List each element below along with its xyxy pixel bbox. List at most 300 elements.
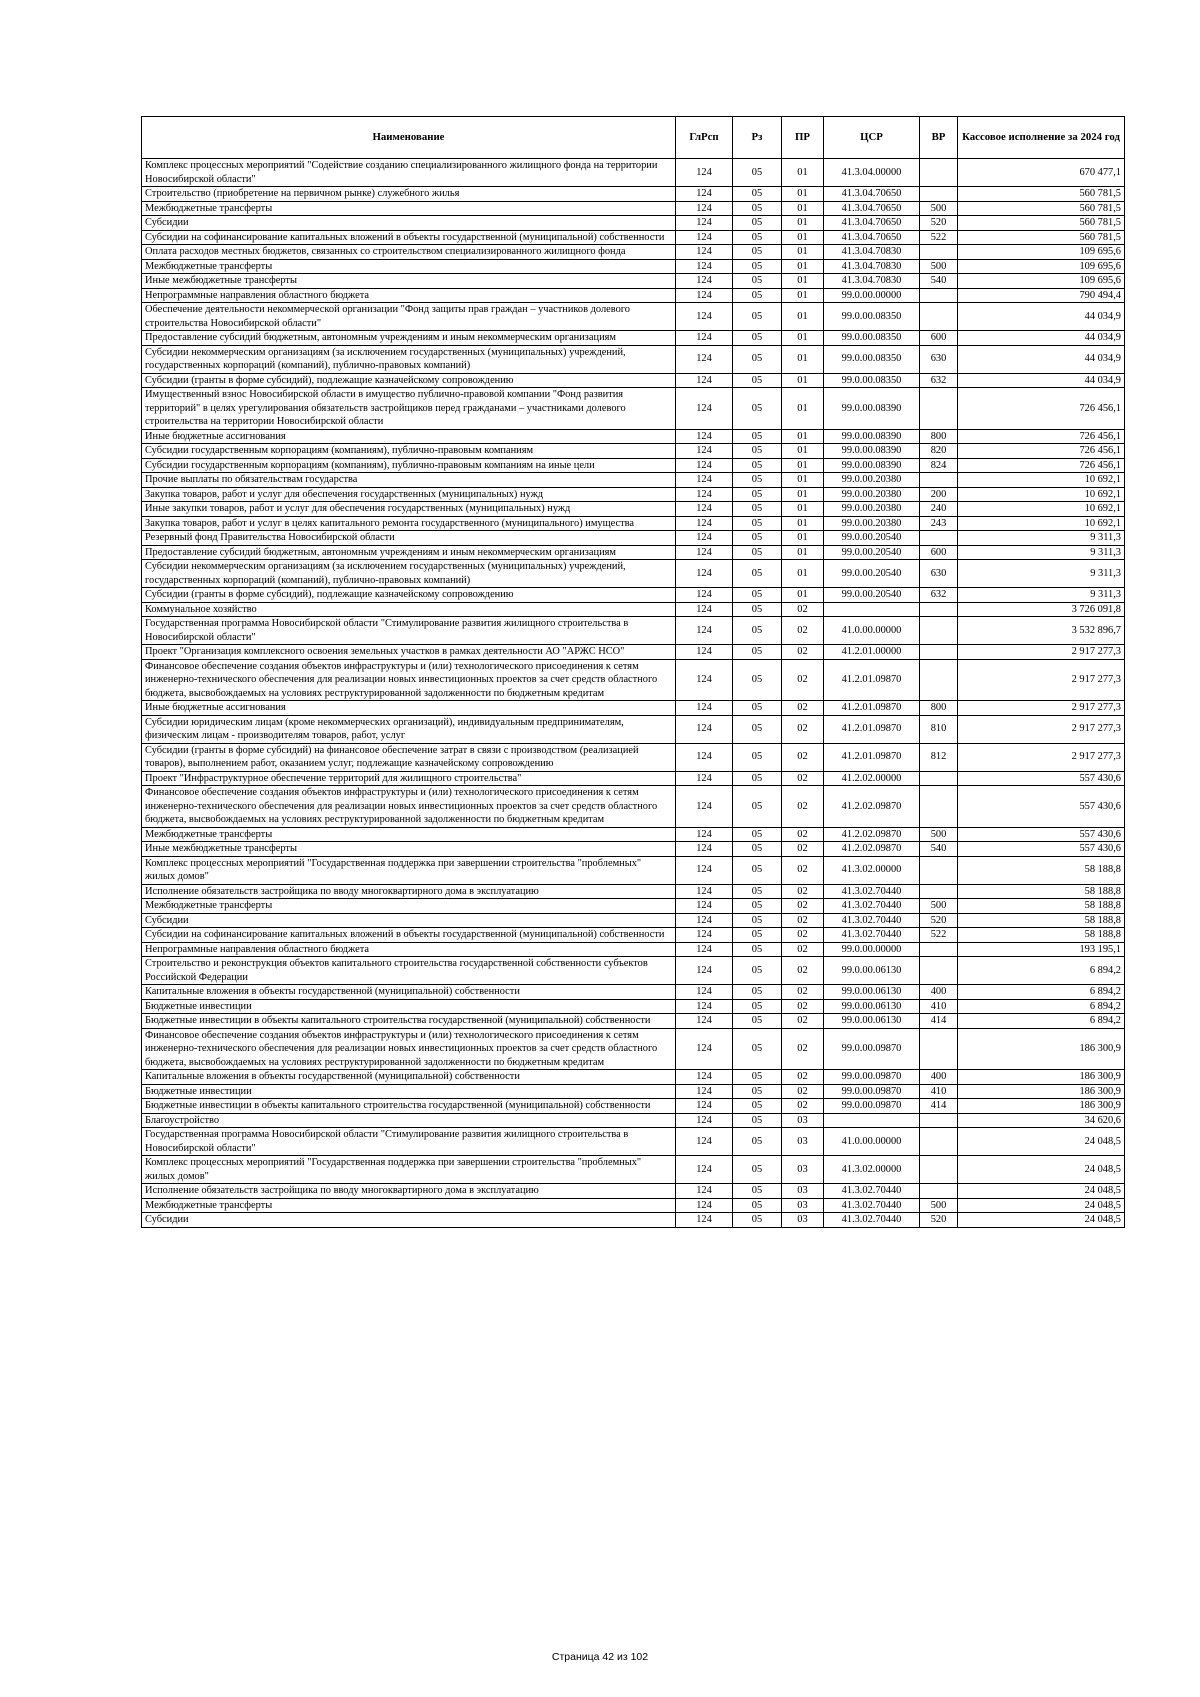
table-row	[142, 928, 1125, 943]
row-pr: 01	[782, 345, 824, 373]
row-csr: 41.3.02.70440	[824, 1213, 920, 1228]
row-rz: 05	[733, 842, 782, 857]
row-vr: 630	[920, 560, 958, 588]
row-glrsp: 124	[676, 588, 733, 603]
row-vr	[920, 957, 958, 985]
row-csr: 41.3.04.70650	[824, 216, 920, 231]
table-row	[142, 331, 1125, 346]
row-amount: 24 048,5	[958, 1213, 1125, 1228]
row-csr: 41.2.01.00000	[824, 645, 920, 660]
row-name: Закупка товаров, работ и услуг в целях капитального ремонта государственного (муниципального) имущества	[142, 516, 676, 531]
row-name: Иные бюджетные ассигнования	[142, 429, 676, 444]
row-rz: 05	[733, 827, 782, 842]
row-csr: 99.0.00.08350	[824, 303, 920, 331]
table-row	[142, 545, 1125, 560]
row-amount: 186 300,9	[958, 1084, 1125, 1099]
row-glrsp: 124	[676, 1070, 733, 1085]
row-csr: 41.2.01.09870	[824, 743, 920, 771]
table-row	[142, 913, 1125, 928]
row-pr: 01	[782, 588, 824, 603]
row-pr: 01	[782, 560, 824, 588]
row-amount: 560 781,5	[958, 230, 1125, 245]
row-amount: 24 048,5	[958, 1184, 1125, 1199]
row-name: Бюджетные инвестиции	[142, 999, 676, 1014]
row-amount: 193 195,1	[958, 942, 1125, 957]
row-vr	[920, 531, 958, 546]
row-csr: 99.0.00.08390	[824, 458, 920, 473]
row-csr	[824, 602, 920, 617]
table-row	[142, 201, 1125, 216]
row-csr: 99.0.00.09870	[824, 1070, 920, 1085]
row-glrsp: 124	[676, 1184, 733, 1199]
row-amount: 557 430,6	[958, 771, 1125, 786]
row-vr: 600	[920, 331, 958, 346]
table-row	[142, 957, 1125, 985]
table-row	[142, 288, 1125, 303]
row-glrsp: 124	[676, 1128, 733, 1156]
row-glrsp: 124	[676, 942, 733, 957]
row-glrsp: 124	[676, 1156, 733, 1184]
row-glrsp: 124	[676, 345, 733, 373]
row-vr: 824	[920, 458, 958, 473]
row-pr: 03	[782, 1213, 824, 1228]
row-vr	[920, 473, 958, 488]
row-csr: 41.2.02.09870	[824, 827, 920, 842]
row-pr: 01	[782, 373, 824, 388]
table-row	[142, 245, 1125, 260]
table-row	[142, 827, 1125, 842]
row-amount: 6 894,2	[958, 985, 1125, 1000]
row-glrsp: 124	[676, 999, 733, 1014]
row-vr	[920, 159, 958, 187]
row-name: Финансовое обеспечение создания объектов инфраструктуры и (или) технологического присоединения к сетям инженерно-технического обеспечения для реализации новых инвестиционных проектов за счет средств областного бюджета, высвобождаемых на условиях реструктурированной задолженности по бюджетным кредитам	[142, 1028, 676, 1070]
row-pr: 02	[782, 884, 824, 899]
table-row	[142, 1084, 1125, 1099]
row-rz: 05	[733, 1184, 782, 1199]
row-pr: 02	[782, 645, 824, 660]
row-name: Исполнение обязательств застройщика по вводу многоквартирного дома в эксплуатацию	[142, 1184, 676, 1199]
row-pr: 01	[782, 444, 824, 459]
row-vr: 800	[920, 701, 958, 716]
row-rz: 05	[733, 884, 782, 899]
row-vr: 400	[920, 1070, 958, 1085]
row-glrsp: 124	[676, 856, 733, 884]
row-glrsp: 124	[676, 159, 733, 187]
row-glrsp: 124	[676, 187, 733, 202]
row-rz: 05	[733, 1014, 782, 1029]
table-row	[142, 1014, 1125, 1029]
row-pr: 02	[782, 659, 824, 701]
row-pr: 01	[782, 303, 824, 331]
table-row	[142, 743, 1125, 771]
table-row	[142, 842, 1125, 857]
row-rz: 05	[733, 856, 782, 884]
table-row	[142, 588, 1125, 603]
row-name: Субсидии государственным корпорациям (компаниям), публично-правовым компаниям	[142, 444, 676, 459]
row-amount: 2 917 277,3	[958, 701, 1125, 716]
row-name: Субсидии на софинансирование капитальных вложений в объекты государственной (муниципальной) собственности	[142, 928, 676, 943]
table-row	[142, 388, 1125, 430]
row-amount: 670 477,1	[958, 159, 1125, 187]
page-number: Страница 42 из 102	[551, 1651, 649, 1663]
row-name: Финансовое обеспечение создания объектов инфраструктуры и (или) технологического присоединения к сетям инженерно-технического обеспечения для реализации новых инвестиционных проектов за счет средств областного бюджета, высвобождаемых на условиях реструктурированной задолженности по бюджетным кредитам	[142, 786, 676, 828]
row-glrsp: 124	[676, 516, 733, 531]
row-amount: 44 034,9	[958, 345, 1125, 373]
row-csr: 41.3.04.00000	[824, 159, 920, 187]
row-vr: 500	[920, 899, 958, 914]
row-glrsp: 124	[676, 531, 733, 546]
row-name: Строительство (приобретение на первичном рынке) служебного жилья	[142, 187, 676, 202]
row-pr: 01	[782, 516, 824, 531]
row-name: Иные межбюджетные трансферты	[142, 274, 676, 289]
header-rz: Рз	[733, 117, 782, 159]
row-vr	[920, 602, 958, 617]
header-execution-2024: Кассовое исполнение за 2024 год	[958, 117, 1125, 159]
table-row	[142, 715, 1125, 743]
row-amount: 58 188,8	[958, 913, 1125, 928]
row-csr: 41.3.02.70440	[824, 1184, 920, 1199]
row-pr: 03	[782, 1113, 824, 1128]
row-rz: 05	[733, 985, 782, 1000]
row-rz: 05	[733, 259, 782, 274]
row-vr	[920, 1156, 958, 1184]
row-csr: 99.0.00.20380	[824, 473, 920, 488]
row-csr: 99.0.00.20540	[824, 560, 920, 588]
row-pr: 01	[782, 331, 824, 346]
row-name: Прочие выплаты по обязательствам государства	[142, 473, 676, 488]
row-pr: 01	[782, 159, 824, 187]
row-rz: 05	[733, 274, 782, 289]
row-glrsp: 124	[676, 1113, 733, 1128]
row-rz: 05	[733, 999, 782, 1014]
row-amount: 9 311,3	[958, 531, 1125, 546]
row-pr: 02	[782, 602, 824, 617]
row-csr: 99.0.00.08350	[824, 331, 920, 346]
row-csr: 99.0.00.06130	[824, 957, 920, 985]
table-row	[142, 216, 1125, 231]
row-name: Капитальные вложения в объекты государственной (муниципальной) собственности	[142, 1070, 676, 1085]
row-csr: 41.2.01.09870	[824, 659, 920, 701]
row-glrsp: 124	[676, 701, 733, 716]
row-name: Межбюджетные трансферты	[142, 1198, 676, 1213]
row-amount: 58 188,8	[958, 928, 1125, 943]
row-pr: 02	[782, 928, 824, 943]
row-rz: 05	[733, 743, 782, 771]
table-row	[142, 645, 1125, 660]
row-csr: 99.0.00.06130	[824, 985, 920, 1000]
row-pr: 03	[782, 1128, 824, 1156]
row-vr: 500	[920, 201, 958, 216]
row-glrsp: 124	[676, 444, 733, 459]
row-glrsp: 124	[676, 928, 733, 943]
row-amount: 2 917 277,3	[958, 743, 1125, 771]
row-csr: 41.3.02.00000	[824, 1156, 920, 1184]
row-vr: 630	[920, 345, 958, 373]
row-name: Благоустройство	[142, 1113, 676, 1128]
row-name: Субсидии некоммерческим организациям (за исключением государственных (муниципальных) учреждений, государственных корпораций (компаний), публично-правовых компаний)	[142, 560, 676, 588]
row-csr: 99.0.00.09870	[824, 1028, 920, 1070]
row-name: Межбюджетные трансферты	[142, 201, 676, 216]
row-pr: 02	[782, 827, 824, 842]
row-amount: 58 188,8	[958, 856, 1125, 884]
row-rz: 05	[733, 201, 782, 216]
row-name: Субсидии государственным корпорациям (компаниям), публично-правовым компаниям на иные цели	[142, 458, 676, 473]
row-rz: 05	[733, 1070, 782, 1085]
row-glrsp: 124	[676, 1084, 733, 1099]
row-amount: 726 456,1	[958, 444, 1125, 459]
row-vr	[920, 388, 958, 430]
row-rz: 05	[733, 899, 782, 914]
row-csr: 41.3.02.70440	[824, 913, 920, 928]
table-row	[142, 884, 1125, 899]
row-glrsp: 124	[676, 1198, 733, 1213]
row-vr: 540	[920, 842, 958, 857]
row-glrsp: 124	[676, 473, 733, 488]
row-amount: 557 430,6	[958, 786, 1125, 828]
row-csr: 41.3.04.70650	[824, 187, 920, 202]
header-name: Наименование	[142, 117, 676, 159]
row-name: Субсидии на софинансирование капитальных вложений в объекты государственной (муниципальной) собственности	[142, 230, 676, 245]
row-glrsp: 124	[676, 331, 733, 346]
row-rz: 05	[733, 602, 782, 617]
row-vr: 400	[920, 985, 958, 1000]
row-name: Субсидии	[142, 913, 676, 928]
row-glrsp: 124	[676, 884, 733, 899]
row-rz: 05	[733, 771, 782, 786]
table-row	[142, 345, 1125, 373]
table-row	[142, 771, 1125, 786]
row-pr: 03	[782, 1184, 824, 1199]
header-csr: ЦСР	[824, 117, 920, 159]
row-name: Коммунальное хозяйство	[142, 602, 676, 617]
row-name: Иные бюджетные ассигнования	[142, 701, 676, 716]
row-csr: 99.0.00.08350	[824, 345, 920, 373]
row-rz: 05	[733, 545, 782, 560]
row-vr	[920, 1028, 958, 1070]
row-name: Имущественный взнос Новосибирской области в имущество публично-правовой компании "Фонд развития территорий" в целях урегулирования обязательств застройщиков перед гражданами – участниками долевого строительства на территории Новосибирской области	[142, 388, 676, 430]
row-rz: 05	[733, 715, 782, 743]
row-rz: 05	[733, 303, 782, 331]
row-rz: 05	[733, 216, 782, 231]
row-rz: 05	[733, 942, 782, 957]
row-csr: 41.0.00.00000	[824, 1128, 920, 1156]
table-row	[142, 303, 1125, 331]
row-csr: 99.0.00.08350	[824, 373, 920, 388]
row-glrsp: 124	[676, 230, 733, 245]
table-row	[142, 444, 1125, 459]
row-glrsp: 124	[676, 259, 733, 274]
row-rz: 05	[733, 502, 782, 517]
row-amount: 6 894,2	[958, 1014, 1125, 1029]
row-pr: 01	[782, 487, 824, 502]
row-pr: 02	[782, 1070, 824, 1085]
row-name: Бюджетные инвестиции в объекты капитального строительства государственной (муниципальной) собственности	[142, 1014, 676, 1029]
row-csr	[824, 1113, 920, 1128]
row-pr: 02	[782, 856, 824, 884]
row-vr: 600	[920, 545, 958, 560]
row-vr: 410	[920, 1084, 958, 1099]
row-amount: 10 692,1	[958, 516, 1125, 531]
row-csr: 99.0.00.00000	[824, 288, 920, 303]
row-pr: 02	[782, 957, 824, 985]
row-vr: 810	[920, 715, 958, 743]
row-csr: 41.2.02.09870	[824, 786, 920, 828]
row-amount: 186 300,9	[958, 1028, 1125, 1070]
header-vr: ВР	[920, 117, 958, 159]
row-csr: 99.0.00.20380	[824, 487, 920, 502]
budget-table	[141, 116, 1125, 1228]
row-pr: 01	[782, 388, 824, 430]
row-name: Предоставление субсидий бюджетным, автономным учреждениям и иным некоммерческим организациям	[142, 545, 676, 560]
row-amount: 10 692,1	[958, 502, 1125, 517]
row-amount: 109 695,6	[958, 245, 1125, 260]
row-rz: 05	[733, 159, 782, 187]
row-glrsp: 124	[676, 743, 733, 771]
table-row	[142, 531, 1125, 546]
row-csr: 99.0.00.08390	[824, 388, 920, 430]
row-vr	[920, 856, 958, 884]
row-csr: 99.0.00.09870	[824, 1084, 920, 1099]
row-csr: 41.2.01.09870	[824, 715, 920, 743]
table-row	[142, 1070, 1125, 1085]
table-row	[142, 899, 1125, 914]
row-csr: 41.2.02.00000	[824, 771, 920, 786]
row-vr: 520	[920, 913, 958, 928]
row-name: Комплекс процессных мероприятий "Содействие созданию специализированного жилищного фонда на территории Новосибирской области"	[142, 159, 676, 187]
table-row	[142, 473, 1125, 488]
row-name: Иные межбюджетные трансферты	[142, 842, 676, 857]
row-glrsp: 124	[676, 645, 733, 660]
table-row	[142, 985, 1125, 1000]
row-glrsp: 124	[676, 216, 733, 231]
row-rz: 05	[733, 245, 782, 260]
row-pr: 02	[782, 771, 824, 786]
row-rz: 05	[733, 701, 782, 716]
row-csr: 41.2.01.09870	[824, 701, 920, 716]
row-glrsp: 124	[676, 842, 733, 857]
row-csr: 41.3.02.70440	[824, 899, 920, 914]
row-csr: 41.0.00.00000	[824, 617, 920, 645]
table-row	[142, 942, 1125, 957]
row-vr	[920, 187, 958, 202]
table-row	[142, 516, 1125, 531]
row-name: Бюджетные инвестиции	[142, 1084, 676, 1099]
row-vr: 500	[920, 1198, 958, 1213]
row-glrsp: 124	[676, 288, 733, 303]
row-pr: 02	[782, 999, 824, 1014]
row-pr: 01	[782, 259, 824, 274]
table-row	[142, 659, 1125, 701]
row-rz: 05	[733, 187, 782, 202]
row-pr: 03	[782, 1156, 824, 1184]
row-vr: 812	[920, 743, 958, 771]
row-pr: 02	[782, 942, 824, 957]
row-pr: 02	[782, 1028, 824, 1070]
row-rz: 05	[733, 1156, 782, 1184]
row-name: Субсидии некоммерческим организациям (за исключением государственных (муниципальных) учреждений, государственных корпораций (компаний), публично-правовых компаний)	[142, 345, 676, 373]
row-rz: 05	[733, 957, 782, 985]
row-amount: 560 781,5	[958, 201, 1125, 216]
row-amount: 790 494,4	[958, 288, 1125, 303]
row-pr: 01	[782, 288, 824, 303]
row-name: Исполнение обязательств застройщика по вводу многоквартирного дома в эксплуатацию	[142, 884, 676, 899]
row-pr: 01	[782, 274, 824, 289]
row-name: Комплекс процессных мероприятий "Государственная поддержка при завершении строительства "проблемных" жилых домов"	[142, 856, 676, 884]
row-rz: 05	[733, 429, 782, 444]
row-amount: 186 300,9	[958, 1070, 1125, 1085]
row-csr: 41.3.04.70830	[824, 259, 920, 274]
row-rz: 05	[733, 645, 782, 660]
row-glrsp: 124	[676, 786, 733, 828]
table-row	[142, 1198, 1125, 1213]
row-amount: 6 894,2	[958, 957, 1125, 985]
row-amount: 44 034,9	[958, 303, 1125, 331]
row-vr	[920, 645, 958, 660]
row-name: Оплата расходов местных бюджетов, связанных со строительством специализированного жилищного фонда	[142, 245, 676, 260]
row-rz: 05	[733, 516, 782, 531]
row-vr	[920, 245, 958, 260]
row-rz: 05	[733, 345, 782, 373]
row-vr: 520	[920, 1213, 958, 1228]
row-csr: 99.0.00.20540	[824, 588, 920, 603]
row-name: Бюджетные инвестиции в объекты капитального строительства государственной (муниципальной) собственности	[142, 1099, 676, 1114]
row-pr: 02	[782, 617, 824, 645]
table-row	[142, 458, 1125, 473]
row-amount: 10 692,1	[958, 487, 1125, 502]
table-row	[142, 999, 1125, 1014]
row-amount: 726 456,1	[958, 429, 1125, 444]
row-name: Комплекс процессных мероприятий "Государственная поддержка при завершении строительства "проблемных" жилых домов"	[142, 1156, 676, 1184]
row-glrsp: 124	[676, 1028, 733, 1070]
row-amount: 3 726 091,8	[958, 602, 1125, 617]
row-amount: 2 917 277,3	[958, 659, 1125, 701]
row-glrsp: 124	[676, 602, 733, 617]
row-pr: 02	[782, 786, 824, 828]
table-header-row	[142, 117, 1125, 159]
row-rz: 05	[733, 1128, 782, 1156]
row-vr: 240	[920, 502, 958, 517]
row-vr: 540	[920, 274, 958, 289]
row-amount: 557 430,6	[958, 827, 1125, 842]
row-amount: 24 048,5	[958, 1156, 1125, 1184]
table-row	[142, 274, 1125, 289]
row-amount: 3 532 896,7	[958, 617, 1125, 645]
row-amount: 24 048,5	[958, 1128, 1125, 1156]
row-vr: 414	[920, 1014, 958, 1029]
row-glrsp: 124	[676, 827, 733, 842]
row-amount: 109 695,6	[958, 259, 1125, 274]
row-name: Субсидии	[142, 1213, 676, 1228]
row-pr: 01	[782, 245, 824, 260]
row-glrsp: 124	[676, 458, 733, 473]
row-csr: 99.0.00.20540	[824, 545, 920, 560]
row-pr: 02	[782, 1099, 824, 1114]
row-pr: 01	[782, 230, 824, 245]
row-pr: 01	[782, 458, 824, 473]
row-glrsp: 124	[676, 1099, 733, 1114]
row-name: Субсидии юридическим лицам (кроме некоммерческих организаций), индивидуальным предпринимателям, физическим лицам - производителям товаров, работ, услуг	[142, 715, 676, 743]
row-rz: 05	[733, 388, 782, 430]
row-amount: 34 620,6	[958, 1113, 1125, 1128]
row-amount: 58 188,8	[958, 884, 1125, 899]
row-pr: 02	[782, 1014, 824, 1029]
row-name: Субсидии (гранты в форме субсидий), подлежащие казначейскому сопровождению	[142, 373, 676, 388]
row-vr	[920, 942, 958, 957]
row-vr	[920, 288, 958, 303]
row-csr: 41.2.02.09870	[824, 842, 920, 857]
row-pr: 02	[782, 715, 824, 743]
row-vr: 632	[920, 373, 958, 388]
